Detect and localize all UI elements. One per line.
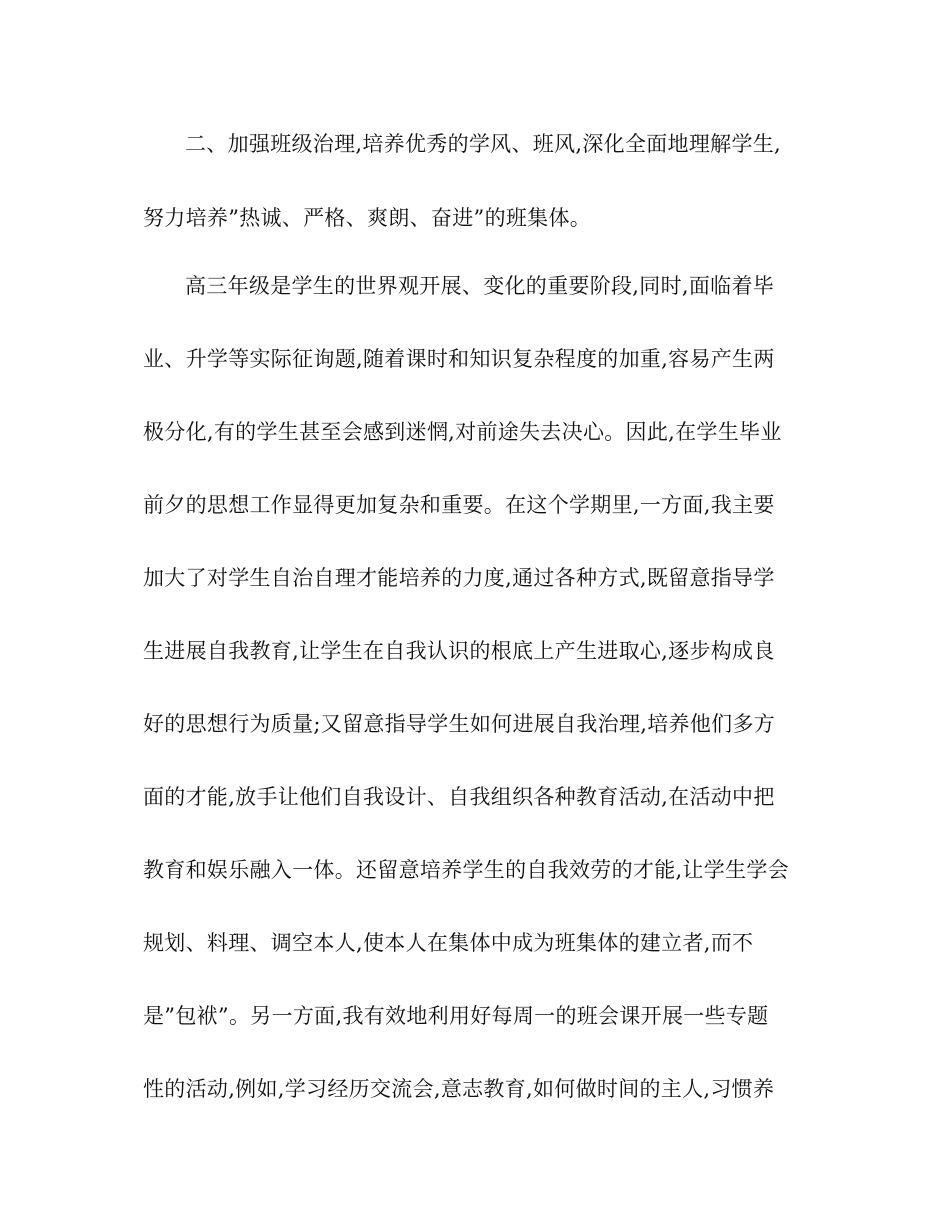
text-line: 极分化,有的学生甚至会感到迷惘,对前途失去决心。因此,在学生毕业 [143,420,782,444]
text-line: 好的思想行为质量;又留意指导学生如何进展自我治理,培养他们多方 [143,712,776,736]
text-line: 规划、料理、调空本人,使本人在集体中成为班集体的建立者,而不 [143,931,754,955]
text-line: 是”包袱”。另一方面,我有效地利用好每周一的班会课开展一些专题 [143,1004,769,1028]
text-line: 性的活动,例如,学习经历交流会,意志教育,如何做时间的主人,习惯养 [143,1077,775,1101]
text-line: 教育和娱乐融入一体。还留意培养学生的自我效劳的才能,让学生学会 [143,858,789,882]
heading-line: 二、加强班级治理,培养优秀的学风、班风,深化全面地理解学生, [185,132,782,156]
text-line: 面的才能,放手让他们自我设计、自我组织各种教育活动,在活动中把 [143,785,775,809]
text-line: 前夕的思想工作显得更加复杂和重要。在这个学期里,一方面,我主要 [143,493,775,517]
paragraph-first-line: 高三年级是学生的世界观开展、变化的重要阶段,同时,面临着毕 [185,274,775,298]
text-line: 努力培养”热诚、严格、爽朗、奋进”的班集体。 [143,206,592,230]
text-line: 业、升学等实际征询题,随着课时和知识复杂程度的加重,容易产生两 [143,347,775,371]
text-line: 加大了对学生自治自理才能培养的力度,通过各种方式,既留意指导学 [143,566,775,590]
text-line: 生进展自我教育,让学生在自我认识的根底上产生进取心,逐步构成良 [143,639,775,663]
